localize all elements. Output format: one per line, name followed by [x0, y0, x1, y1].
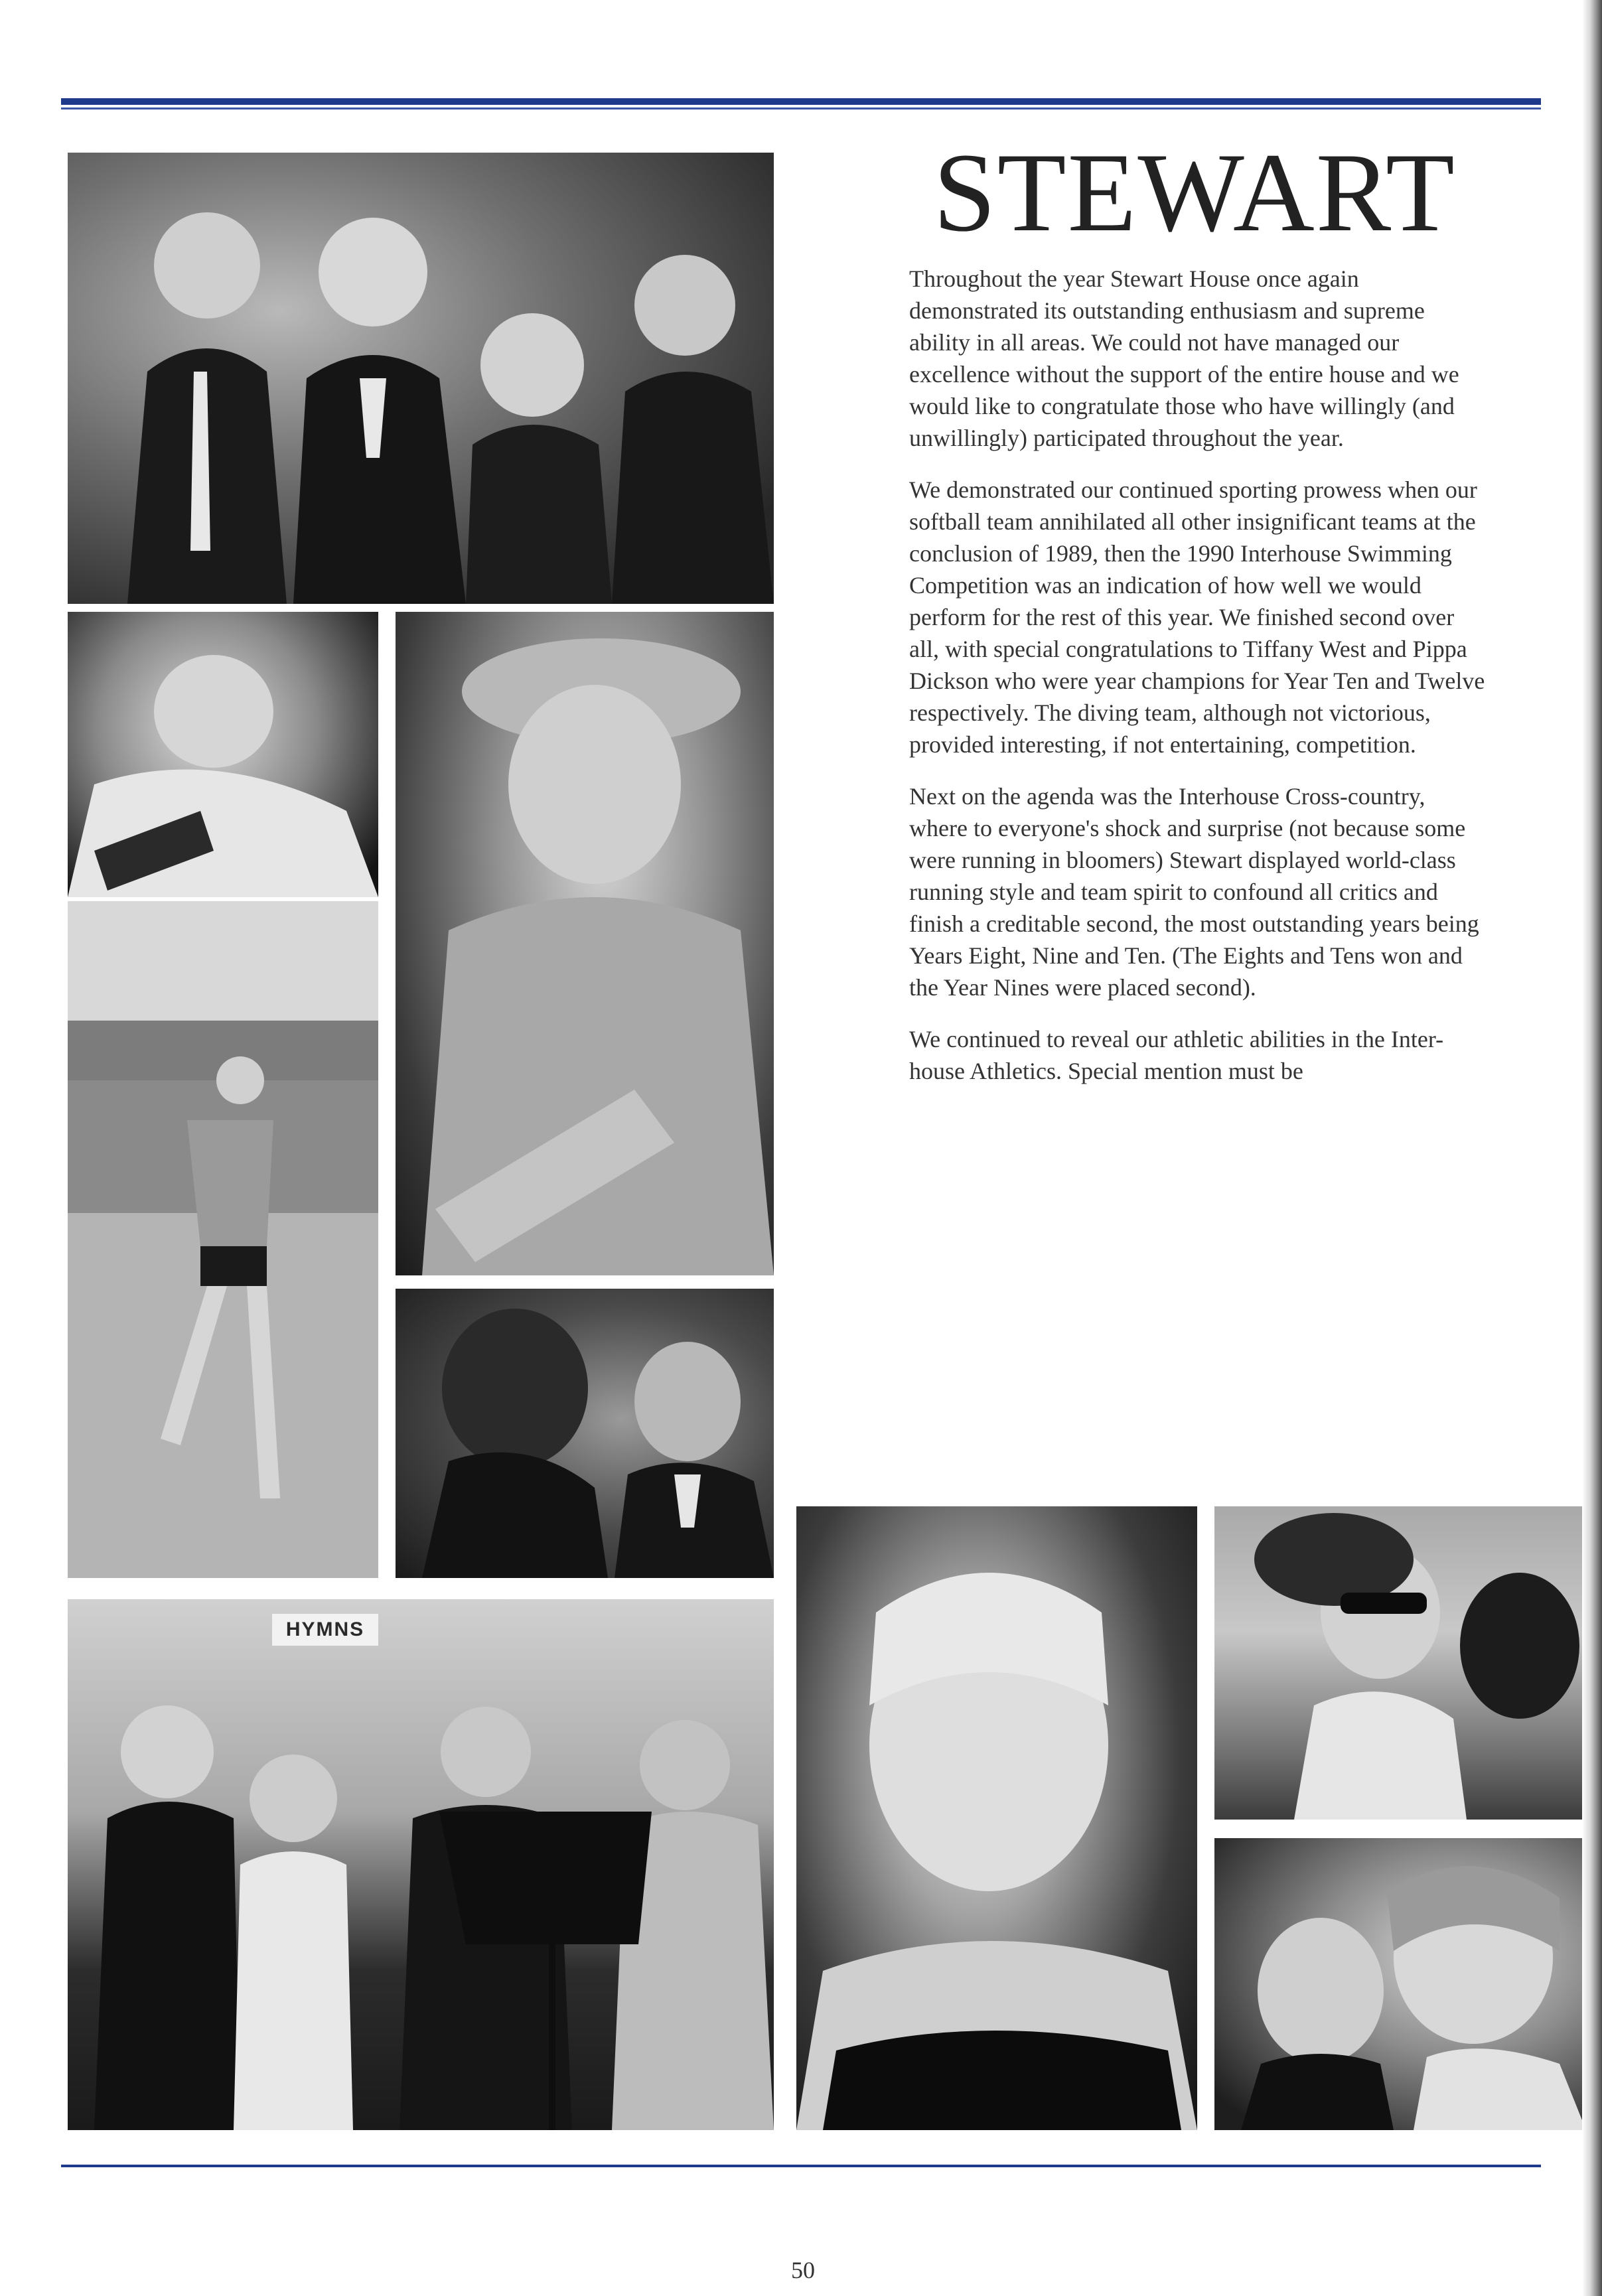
face-left [1258, 1918, 1384, 2064]
photo-smiling-student [796, 1506, 1197, 2130]
face [154, 655, 273, 768]
runner-shirt [187, 1120, 273, 1246]
photo-runner-illustration [68, 901, 378, 1578]
blazer-left [422, 1453, 608, 1578]
face-3 [441, 1707, 531, 1797]
hair-left [442, 1309, 588, 1468]
face-4 [634, 255, 735, 356]
photo-choir-singing [68, 1599, 774, 2130]
photo-hat-illustration [396, 612, 774, 1275]
face-right [1460, 1573, 1579, 1719]
hymns-sign: HYMNS [272, 1614, 378, 1646]
runner-shorts [200, 1246, 267, 1286]
shirt-2 [234, 1851, 353, 2130]
photo-group-illustration [68, 153, 774, 604]
top-left [1241, 2054, 1394, 2130]
photo-laughing-illustration [1214, 1838, 1586, 2130]
photo-sunglasses-illustration [1214, 1506, 1586, 1820]
face-1 [121, 1705, 214, 1798]
blazer-4 [612, 372, 774, 604]
photo-two-students-illustration [396, 1289, 774, 1578]
face-3 [480, 313, 584, 417]
photo-two-students-talking [396, 1289, 774, 1578]
face [508, 685, 681, 884]
hair-left [1254, 1513, 1414, 1606]
photo-cross-country-runner [68, 901, 378, 1578]
paragraph-swimming: We demonstrated our continued sporting prowess when our softball team annihilated all other insignificant teams at the conclusion of 1989, then the 1990 Interhouse Swimming Competition was an indication of how well we would perform for the rest of this year. We finished second over all, with special congratulations to Tiffany West and Pippa Dickson who were year champions for Year Ten and Twelve respectively. The diving team, although not victorious, provided interesting, if not entertaining, competition. [909, 476, 1485, 758]
shirt-right [1414, 2048, 1586, 2130]
page-number: 50 [791, 2257, 815, 2283]
face-4 [640, 1720, 730, 1810]
blazer-1 [94, 1802, 240, 2130]
top-rule [61, 98, 1541, 105]
shirt-1 [190, 372, 210, 551]
runner-head [216, 1056, 264, 1104]
paragraph-athletics: We continued to reveal our athletic abilities in the Inter-house Athletics. Special mention must be [909, 1026, 1444, 1084]
paragraph-cross-country: Next on the agenda was the Interhouse Cross-country, where to everyone's shock and surprise (not because some were running in bloomers) Stewart displayed world-class running style and team spirit to confound all critics and finish a creditable second, the most outstanding years being Years Eight, Nine and Ten. (The Eights and Tens won and the Year Nines were placed second). [909, 783, 1479, 1001]
photo-two-students-laughing [1214, 1838, 1586, 2130]
photo-student-in-sunglasses [1214, 1506, 1586, 1820]
dress [823, 2031, 1181, 2130]
page-binding-shadow [1582, 0, 1602, 2296]
bottom-rule [61, 2165, 1541, 2167]
blazer-3 [466, 425, 612, 604]
face-right [634, 1342, 741, 1461]
shirt-left [1294, 1691, 1467, 1820]
face-1 [154, 212, 260, 319]
face-2 [250, 1755, 337, 1842]
sunglasses [1341, 1593, 1427, 1614]
photo-choir-illustration [68, 1599, 774, 2130]
paragraph-intro: Throughout the year Stewart House once again demonstrated its outstanding enthusiasm and supreme ability in all areas. We could not have managed our excellence without the support of the entire house and we would like to congratulate those who have willingly (and unwillingly) participated throughout the year. [909, 265, 1459, 451]
photo-student-in-hat [396, 612, 774, 1275]
photo-smiling-illustration [796, 1506, 1197, 2130]
article-body [909, 263, 1487, 1107]
stand-pole [549, 1944, 555, 2130]
photo-reclining-illustration [68, 612, 378, 897]
photo-group-of-four-students [68, 153, 774, 604]
page-title: STEWART [933, 130, 1456, 255]
face-2 [319, 218, 427, 326]
music-stand [439, 1812, 652, 1944]
photo-student-reclining [68, 612, 378, 897]
